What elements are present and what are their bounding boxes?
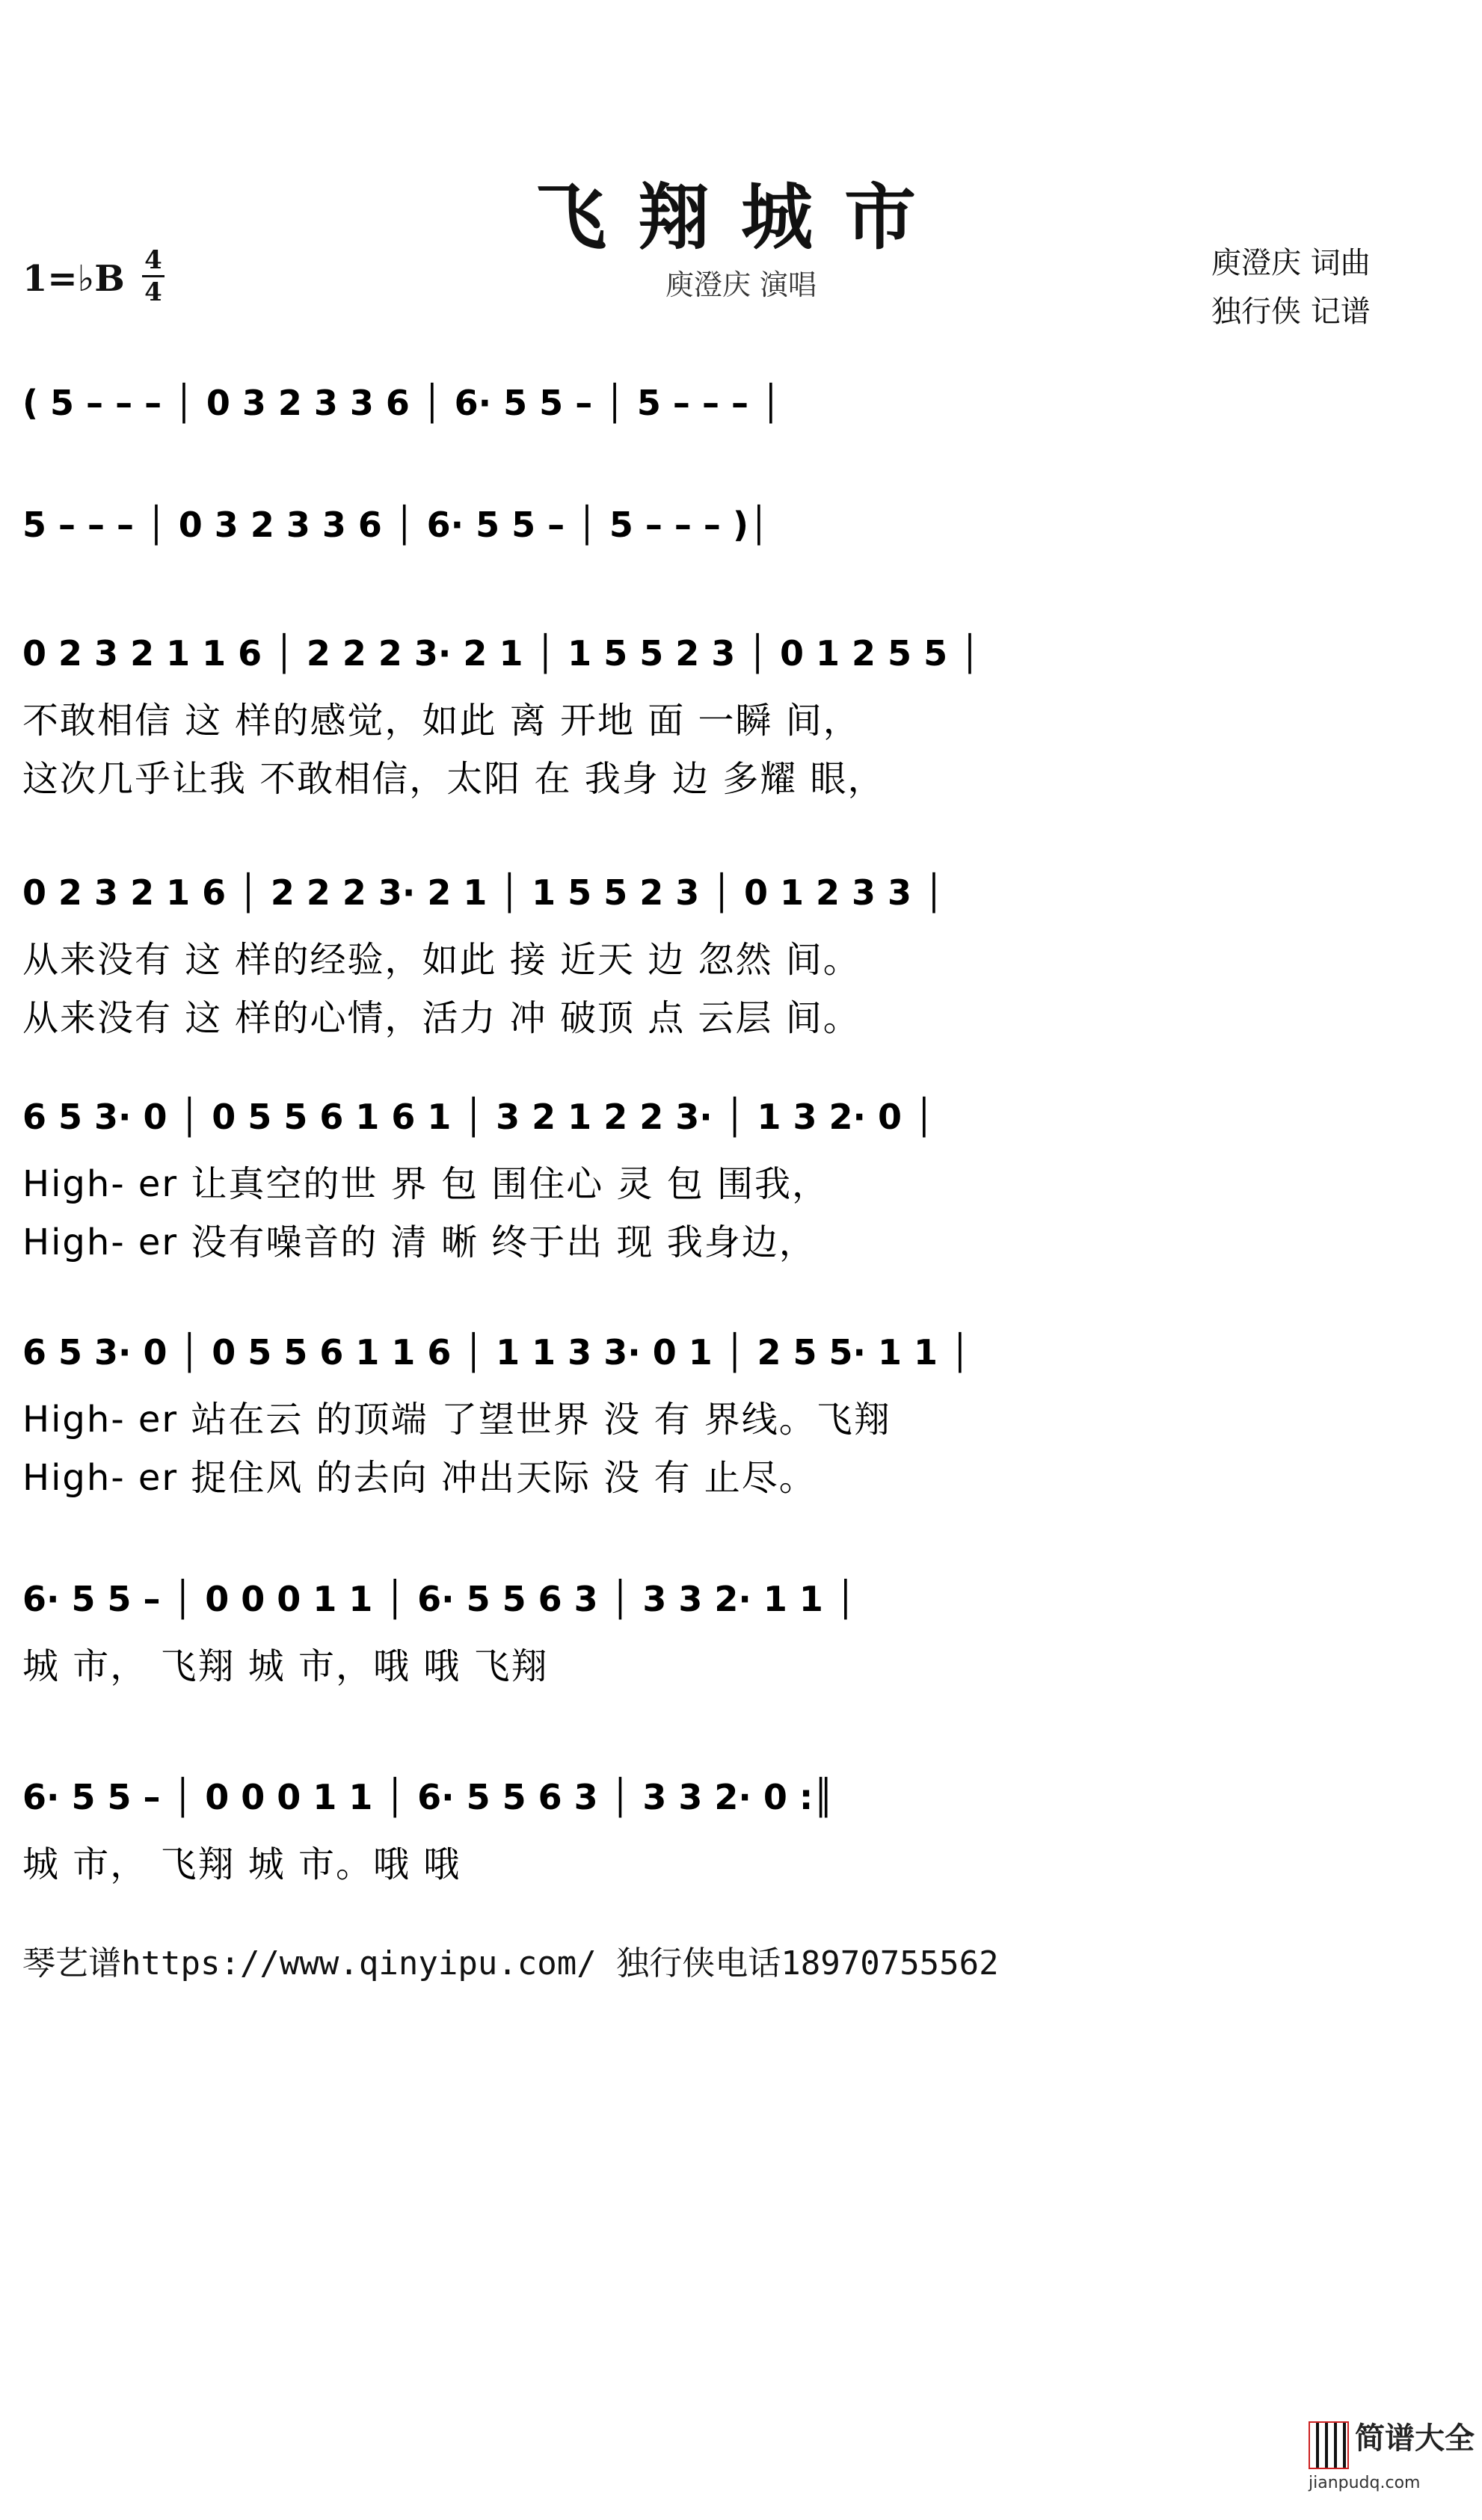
lyric-line: 城 市， 飞翔 城 市。哦 哦 [22,1843,461,1885]
lyric-line: High- er 没有噪音的 清 晰 终于出 现 我身边， [22,1222,817,1263]
transcriber-credit: 独行侠 记谱 [1211,295,1371,329]
brand-name: 简谱大全 [1355,2421,1475,2456]
lyric-line: High- er 站在云 的顶端 了望世界 没 有 界线。飞翔 [22,1399,891,1441]
time-signature-top: 4 [144,245,162,275]
page-title: 飞翔城市 [535,175,947,259]
notation-line: 0 2 3 2 1 6 │ 2 2 2 3· 2 1 │ 1 5 5 2 3 │ 0 1 2 3 3 │ [22,872,944,913]
lyric-line: 城 市， 飞翔 城 市，哦 哦 飞翔 [22,1645,549,1687]
brand-url: jianpudq.com [1309,2473,1421,2492]
lyric-line: High- er 捉住风 的去向 冲出天际 没 有 止尽。 [22,1457,817,1499]
time-signature-bottom: 4 [144,277,162,307]
notation-line: 6 5 3· 0 │ 0 5 5 6 1 1 6 │ 1 1 3 3· 0 1 │ 2 5 5· 1 1 │ [22,1332,971,1373]
key-signature: 1=♭B [22,258,125,300]
footer-text: 琴艺谱https://www.qinyipu.com/ 独行侠电话18970755562 [22,1944,999,1983]
piano-logo-icon [1309,2421,1349,2469]
lyric-line: 这次几乎让我 不敢相信，太阳 在 我身 边 多耀 眼， [22,758,885,800]
notation-line: 6 5 3· 0 │ 0 5 5 6 1 6 1 │ 3 2 1 2 2 3· │ 1 3 2· 0 │ [22,1097,935,1137]
notation-line: 5 – – – │ 0 3 2 3 3 6 │ 6· 5 5 – │ 5 – – – )│ [22,505,769,545]
lyricist-credit: 庾澄庆 词曲 [1211,246,1371,280]
notation-line: 6· 5 5 – │ 0 0 0 1 1 │ 6· 5 5 6 3 │ 3 3 2· 1 1 │ [22,1579,856,1619]
brand-watermark [1309,2415,1475,2504]
lyric-line: 从来没有 这 样的心情，活力 冲 破顶 点 云层 间。 [22,997,861,1039]
performer-credit: 庾澄庆 演唱 [665,268,817,301]
lyric-line: 不敢相信 这 样的感觉，如此 离 开地 面 一瞬 间， [22,700,861,742]
lyric-line: 从来没有 这 样的经验，如此 接 近天 边 忽然 间。 [22,939,861,981]
notation-line: 6· 5 5 – │ 0 0 0 1 1 │ 6· 5 5 6 3 │ 3 3 2· 0 :║ [22,1777,834,1817]
notation-line: ( 5 – – – │ 0 3 2 3 3 6 │ 6· 5 5 – │ 5 – – – │ [22,383,781,423]
notation-line: 0 2 3 2 1 1 6 │ 2 2 2 3· 2 1 │ 1 5 5 2 3 │ 0 1 2 5 5 │ [22,633,980,674]
lyric-line: High- er 让真空的世 界 包 围住心 灵 包 围我， [22,1163,829,1205]
